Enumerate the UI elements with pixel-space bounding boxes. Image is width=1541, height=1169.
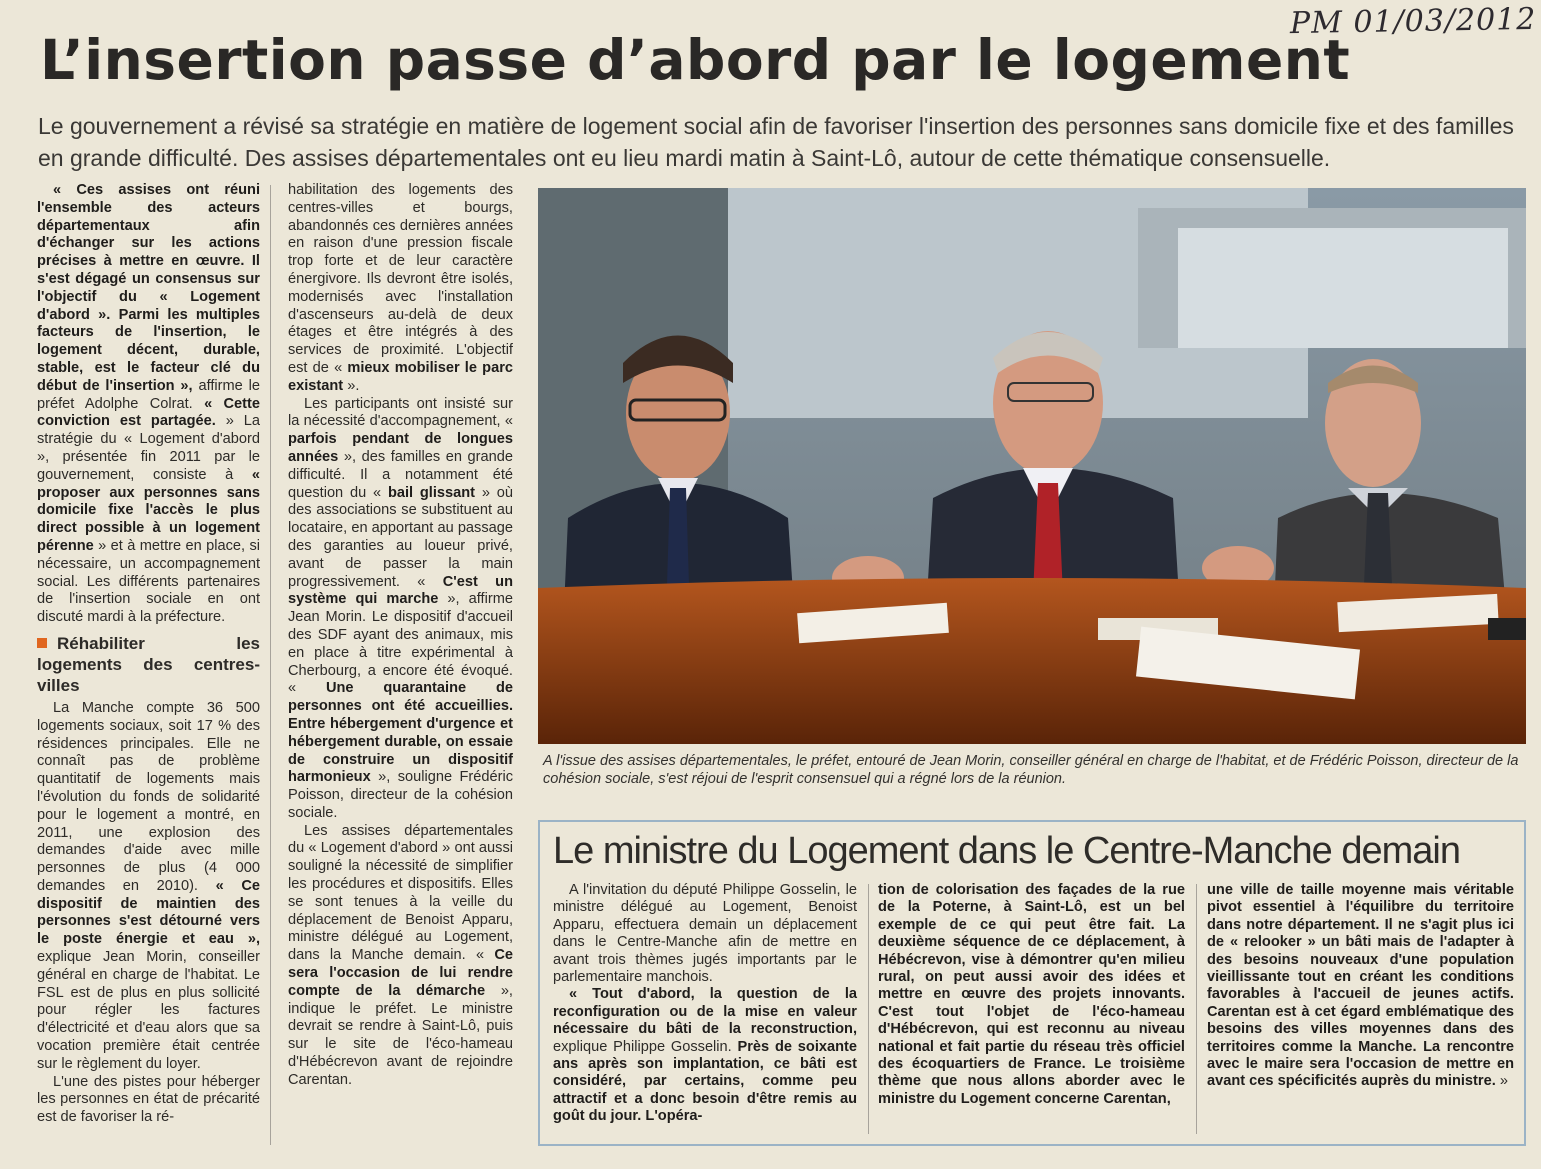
lead-paragraph: Le gouvernement a révisé sa stratégie en matière de logement social afin de favoriser l'insertion des personnes sans domicile fixe et des familles en grande difficulté. Des assises départementales ont eu lieu mardi matin à Saint-Lô, autour de cette thématique consensuelle. [38, 113, 1514, 171]
paragraph: « Ces assises ont réuni l'ensemble des acteurs départementaux afin d'échanger sur les actions précises à mettre en œuvre. Il s'est dégagé un consensus sur l'objectif du « Logement d'abord ». Parmi les multiples facteurs de l'insertion, le logement décent, durable, stable, est le facteur clé du début de l'insertion », affirme le préfet Adolphe Colrat. « Cette conviction est partagée. » La stratégie du « Logement d'abord », présentée fin 2011 par le gouvernement, consiste à « proposer aux personnes sans domicile fixe l'accès le plus direct possible à un logement pérenne » et à mettre en place, si nécessaire, un accompagnement social. Les différents partenaires de l'insertion sociale en ont discuté mardi à la préfecture. [37, 182, 261, 626]
column-divider [868, 884, 869, 1134]
paragraph: L'une des pistes pour héberger les personnes en état de précarité est de favoriser la ré- [37, 1073, 260, 1126]
column-divider [1196, 884, 1197, 1134]
article-column-1 [37, 182, 260, 1127]
paragraph: Les assises départementales du « Logement d'abord » ont aussi souligné la nécessité de simplifier les procédures et dispositifs. Elles se sont tenues à la veille du déplacement de Benoist Apparu, ministre délégué au Logement, dans la Manche demain. « Ce sera l'occasion de lui rendre compte de la démarche », indique le préfet. Le ministre devrait se rendre à Saint-Lô, puis sur le site de l'éco-hameau d'Hébécrevon avant de rejoindre Carentan. [288, 822, 513, 1088]
paragraph: une ville de taille moyenne mais véritable pivot essentiel à l'équilibre du territoire dans notre département. Il ne s'agit plus ici de « relooker » un bâti mais de l'adapter à des besoins nouveaux d'une population vieillissante tout en créant les conditions favorables à l'accueil de jeunes actifs. Carentan est à cet égard emblématique des besoins des villes moyennes dans des territoires comme la Manche. La rencontre avec le maire sera l'occasion de mettre en avant ces spécificités auprès du ministre. » [1207, 882, 1514, 1090]
paragraph: « Tout d'abord, la question de la reconfiguration ou de la mise en valeur nécessaire du bâti de la reconstruction, explique Philippe Gosselin. Près de soixante ans après son implantation, ce bâti est considéré, par certains, comme peu attractif et a donc besoin d'être remis au goût du jour. L'opéra- [553, 986, 857, 1125]
box-column-1 [553, 882, 857, 1126]
box-column-3 [1207, 882, 1514, 1091]
paragraph: A l'invitation du député Philippe Gosselin, le ministre délégué au Logement, Benoist Apparu, effectuera demain un déplacement dans le Centre-Manche afin de mettre en avant trois thèmes jugés importants par le parlementaire manchois. [553, 882, 857, 986]
photo-illustration [538, 188, 1526, 744]
photo-meeting [538, 188, 1526, 744]
paragraph: La Manche compte 36 500 logements sociaux, soit 17 % des résidences principales. Elle ne connaît pas de problème quantitatif de logements mais l'évolution du fonds de solidarité pour le logement a montré, en 2011, une explosion des demandes d'aide avec mille personnes de plus (4 000 demandes en 2010). « Ce dispositif de maintien des personnes s'est détourné vers le poste énergie et eau », explique Jean Morin, conseiller général en charge de l'habitat. Le FSL est de plus en plus sollicité pour régler les factures d'électricité et d'eau alors que sa vocation première était centrée sur le règlement du loyer. [37, 699, 260, 1072]
column-divider [270, 185, 271, 1145]
square-bullet-icon [37, 638, 47, 648]
paragraph: habilitation des logements des centres-villes et bourgs, abandonnés ces dernières années en raison d'une pression fiscale trop forte et de leur caractère énergivore. Ils devront être isolés, modernisés avec l'installation d'ascenseurs au-delà de deux étages et être intégrés à des services de proximité. L'objectif est de « mieux mobiliser le parc existant ». [288, 182, 513, 394]
headline: L’insertion passe d’abord par le logement [40, 28, 1351, 92]
handwritten-date: PM 01/03/2012 [1289, 1, 1537, 42]
article-column-2 [288, 182, 513, 1090]
paragraph: tion de colorisation des façades de la rue de la Poterne, à Saint-Lô, est un bel exemple de ce qui peut être fait. La deuxième séquence de ce déplacement, à Hébécrevon, vise à démontrer qu'en milieu rural, on peut aussi avoir des idées et mettre en œuvre des projets innovants. C'est tout l'objet de l'éco-hameau d'Hébécrevon, qui est reconnu au niveau national et fait partie du réseau très officiel des écoquartiers de France. Le troisième thème que nous allons aborder avec le ministre du Logement concerne Carentan, [878, 882, 1185, 1107]
box-title: Le ministre du Logement dans le Centre-Manche demain [553, 830, 1460, 872]
photo-caption: A l'issue des assises départementales, le préfet, entouré de Jean Morin, conseiller général en charge de l'habitat, et de Frédéric Poisson, directeur de la cohésion sociale, s'est réjoui de l'esprit consensuel qui a régné lors de la réunion. [543, 753, 1519, 787]
subheading: Réhabiliter les logements des centres-villes [37, 633, 260, 695]
paragraph: Les participants ont insisté sur la nécessité d'accompagnement, « parfois pendant de longues années », des familles en grande difficulté. Il a notamment été question du « bail glissant » où des associations se substituent au locataire, en apportant au passage des garanties au loueur privé, avant de passer la main progressivement. « C'est un système qui marche », affirme Jean Morin. Le dispositif d'accueil des SDF ayant des animaux, mis en place à titre expérimental à Cherbourg, a encore été évoqué. « Une quarantaine de personnes ont été accueillies. Entre hébergement d'urgence et hébergement durable, on essaie de construire un dispositif harmonieux », souligne Frédéric Poisson, directeur de la cohésion sociale. [288, 395, 513, 821]
box-column-2 [878, 882, 1185, 1108]
